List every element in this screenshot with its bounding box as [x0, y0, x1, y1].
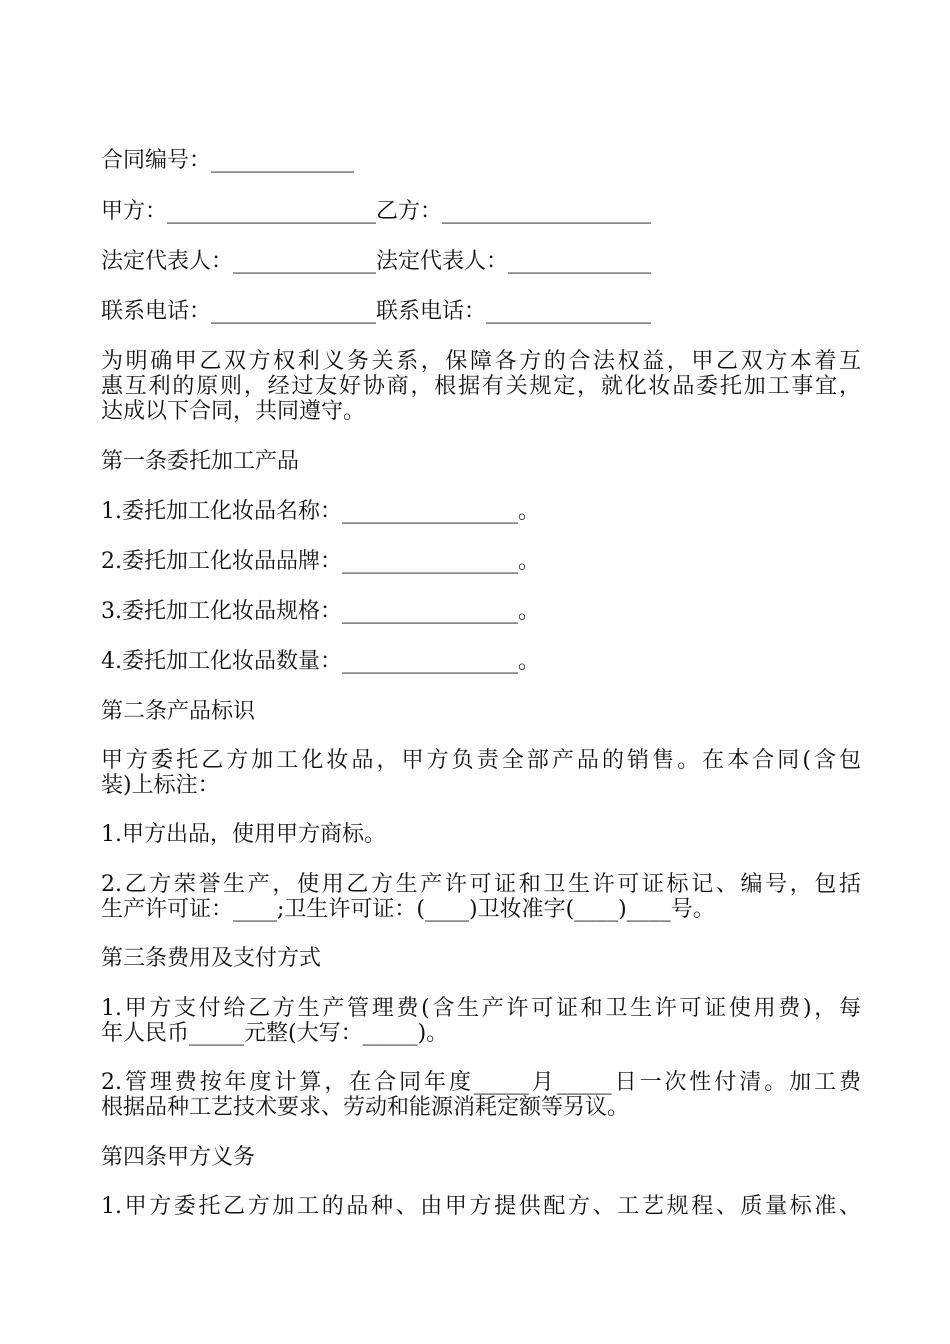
contract-number-line: 合同编号：_____________: [101, 148, 355, 173]
legal-representatives-line: 法定代表人：_____________法定代表人：_____________: [101, 249, 652, 274]
article-2-intro-line-1: 甲方委托乙方加工化妆品，甲方负责全部产品的销售。在本合同(含包: [101, 748, 861, 773]
article-1-item-3: 3.委托加工化妆品规格：________________。: [101, 599, 540, 624]
article-3-title: 第三条费用及支付方式: [101, 946, 322, 971]
preamble-line-2: 惠互利的原则，经过友好协商，根据有关规定，就化妆品委托加工事宜，: [101, 374, 861, 399]
contact-phones-line: 联系电话：_______________联系电话：_______________: [101, 299, 652, 324]
article-4-item-1-line-1: 1.甲方委托乙方加工的品种、由甲方提供配方、工艺规程、质量标准、: [101, 1194, 861, 1219]
article-2-item-1: 1.甲方出品，使用甲方商标。: [101, 822, 386, 847]
article-3-item-2-line-2: 根据品种工艺技术要求、劳动和能源消耗定额等另议。: [101, 1095, 630, 1120]
article-1-item-1: 1.委托加工化妆品名称：________________。: [101, 499, 540, 524]
preamble-paragraph: [101, 349, 861, 424]
article-3-item-2: [101, 1070, 861, 1120]
article-2-title: 第二条产品标识: [101, 699, 256, 724]
article-4-title: 第四条甲方义务: [101, 1145, 256, 1170]
article-2-item-2-line-2: 生产许可证：____;卫生许可证：(____)卫妆准字(____)____号。: [101, 897, 715, 922]
article-4-item-1: [101, 1194, 861, 1219]
preamble-line-3: 达成以下合同，共同遵守。: [101, 399, 366, 424]
article-1-title: 第一条委托加工产品: [101, 449, 300, 474]
article-3-item-2-line-1: 2.管理费按年度计算，在合同年度_____月_____日一次性付清。加工费: [101, 1070, 861, 1095]
article-2-item-2-line-1: 2.乙方荣誉生产，使用乙方生产许可证和卫生许可证标记、编号，包括: [101, 872, 861, 897]
article-1-item-4: 4.委托加工化妆品数量：________________。: [101, 649, 540, 674]
preamble-line-1: 为明确甲乙双方权利义务关系，保障各方的合法权益，甲乙双方本着互: [101, 349, 861, 374]
article-2-intro-line-2: 装)上标注：: [101, 773, 220, 798]
article-3-item-1-line-2: 年人民币_____元整(大写：_____)。: [101, 1021, 449, 1046]
article-3-item-1: [101, 996, 861, 1046]
party-names-line: 甲方：___________________乙方：___________________: [101, 199, 652, 224]
article-2-item-2: [101, 872, 861, 922]
article-3-item-1-line-1: 1.甲方支付给乙方生产管理费(含生产许可证和卫生许可证使用费)，每: [101, 996, 861, 1021]
article-1-item-2: 2.委托加工化妆品品牌：________________。: [101, 549, 540, 574]
article-2-intro: [101, 748, 861, 798]
